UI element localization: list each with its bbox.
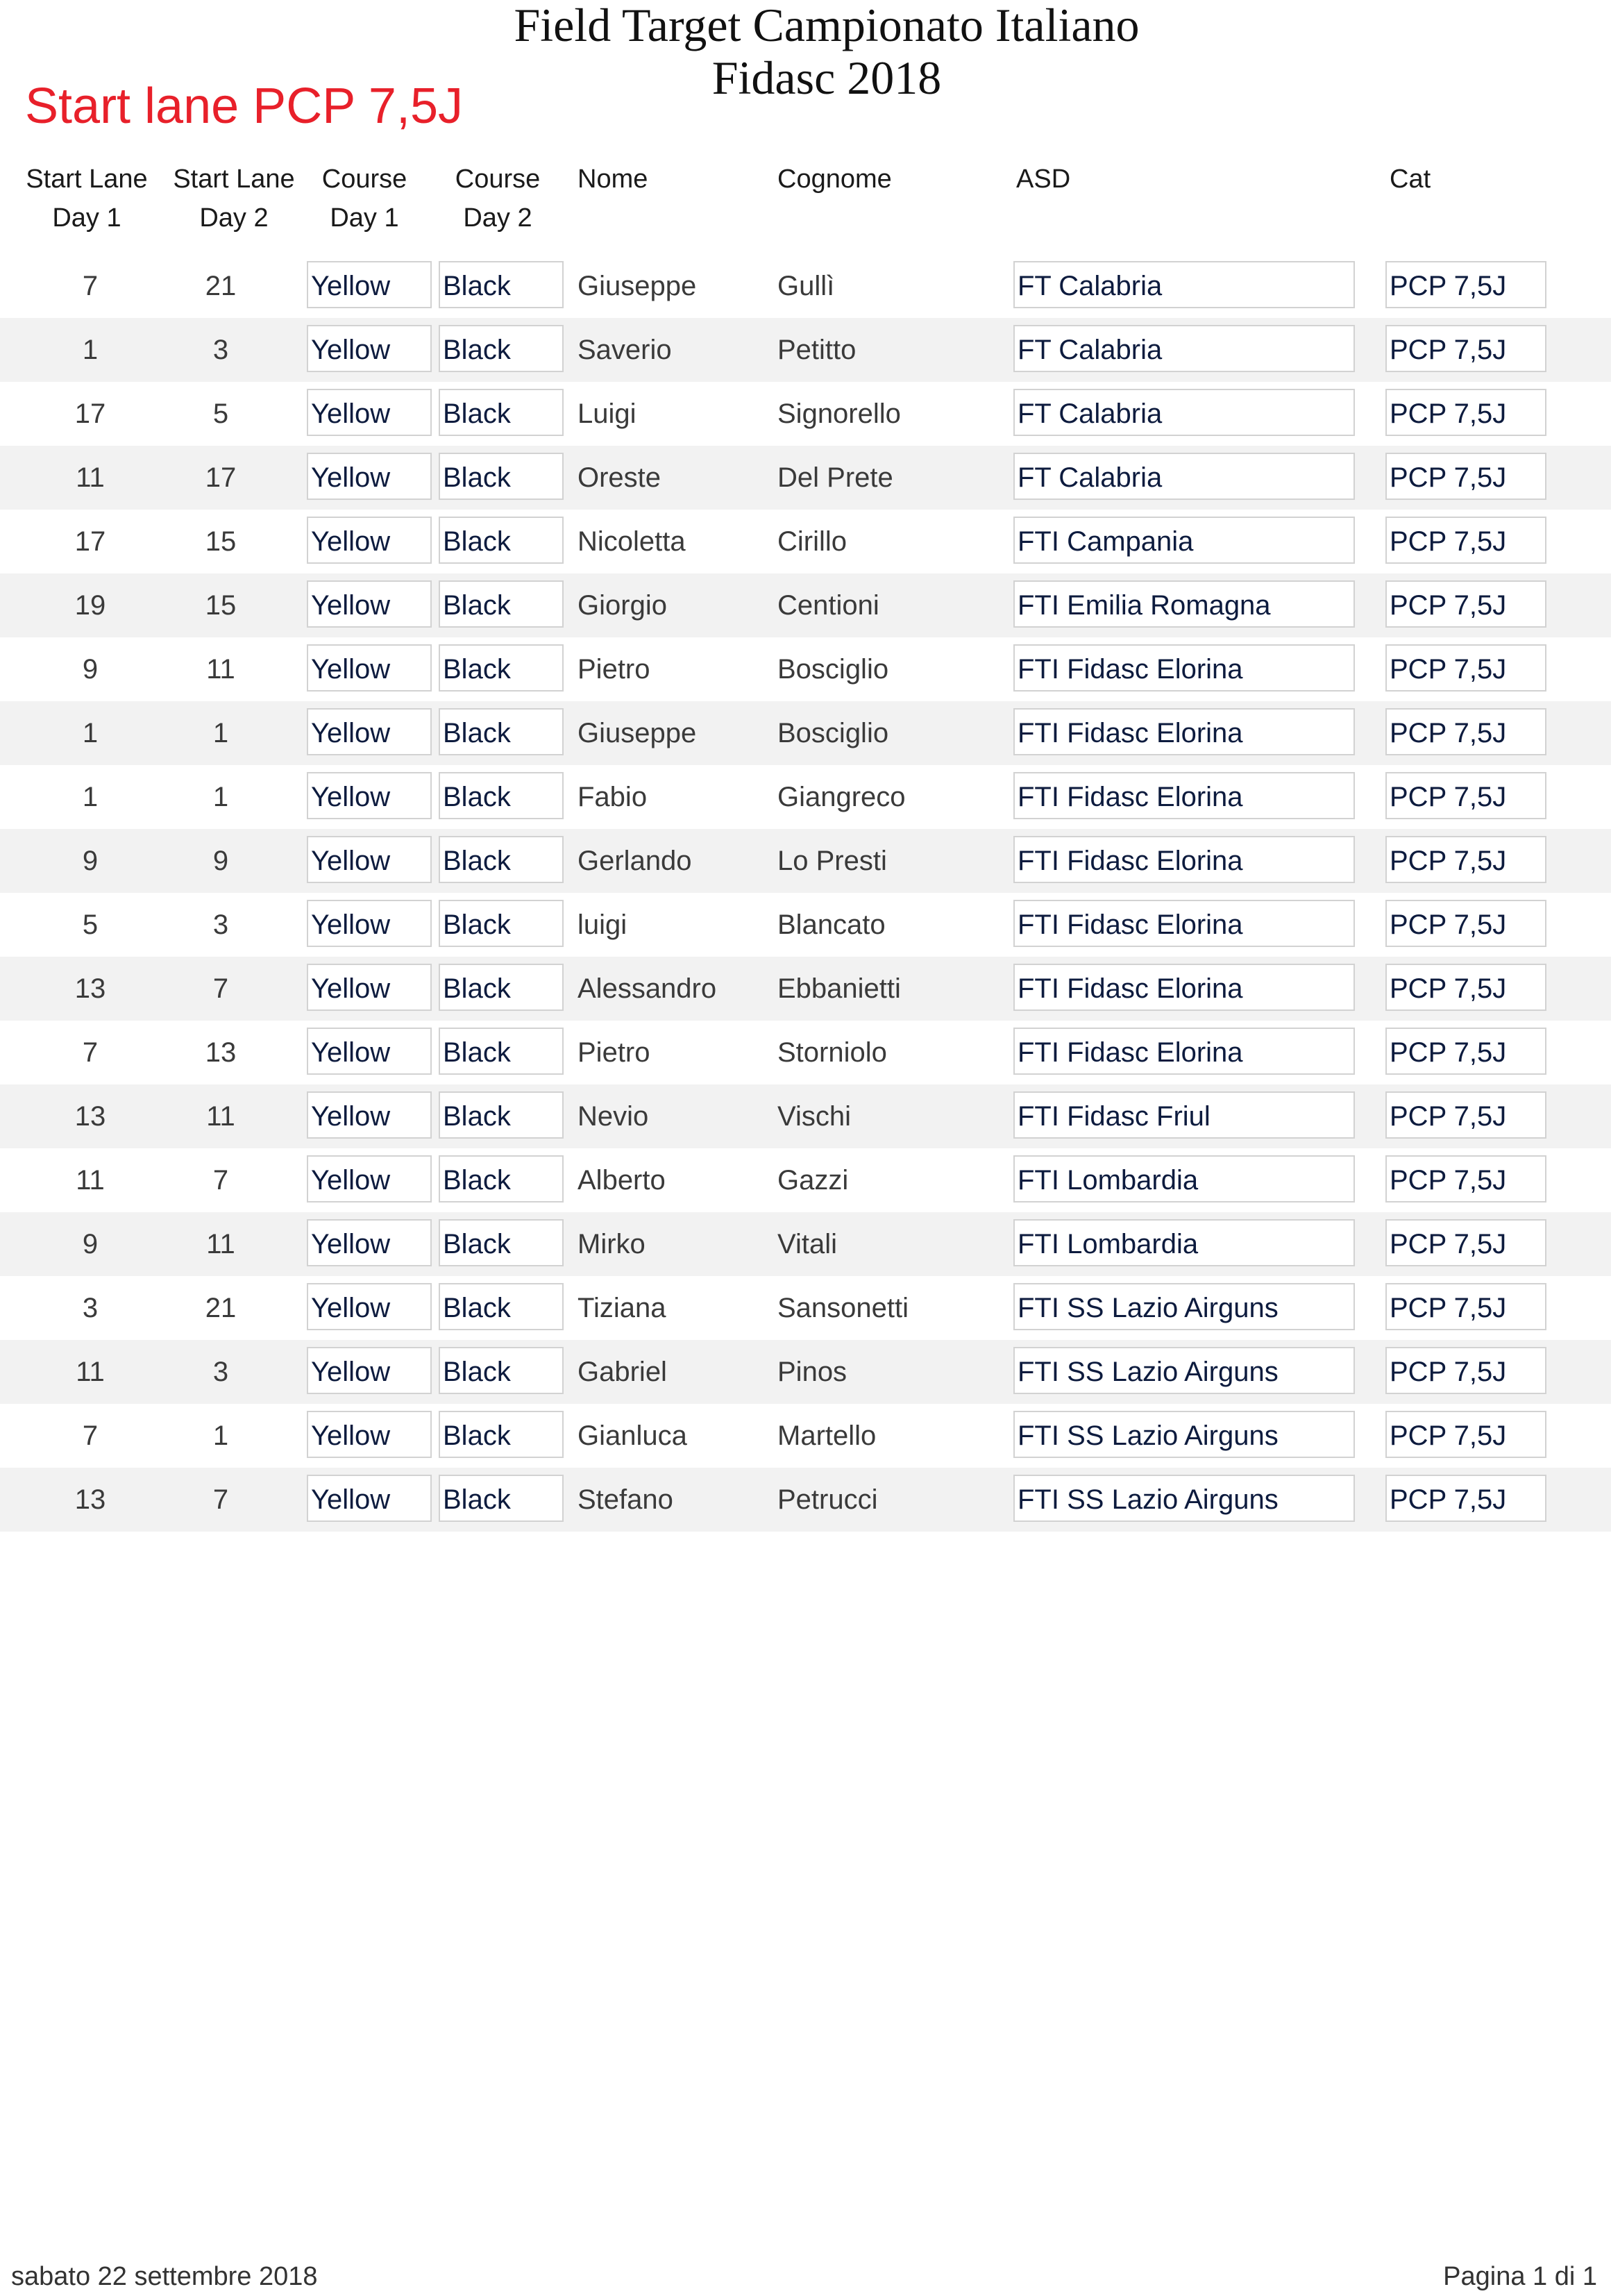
asd-cell: FT Calabria xyxy=(1013,325,1355,372)
table-row xyxy=(0,446,1611,510)
course-day1-cell: Yellow xyxy=(307,644,432,692)
column-header-start-lane-day1: Start Lane Day 1 xyxy=(26,165,148,233)
course-day1-cell: Yellow xyxy=(307,964,432,1011)
table-row xyxy=(0,1276,1611,1340)
cognome-cell: Giangreco xyxy=(777,782,906,812)
course-day1-cell: Yellow xyxy=(307,389,432,436)
course-day2-cell: Black xyxy=(439,1091,564,1139)
cat-cell: PCP 7,5J xyxy=(1385,1475,1546,1522)
column-header-course-day2: Course Day 2 xyxy=(455,165,541,233)
start-lane-day1-cell: 17 xyxy=(74,399,106,429)
cognome-cell: Centioni xyxy=(777,590,879,621)
column-header-nome: Nome xyxy=(577,165,648,194)
start-lane-day2-cell: 15 xyxy=(205,590,237,621)
column-header-cognome: Cognome xyxy=(777,165,892,194)
start-lane-day1-cell: 1 xyxy=(82,335,99,365)
nome-cell: Pietro xyxy=(577,1037,650,1068)
cat-cell: PCP 7,5J xyxy=(1385,389,1546,436)
cognome-cell: Storniolo xyxy=(777,1037,887,1068)
cat-cell: PCP 7,5J xyxy=(1385,580,1546,628)
nome-cell: Stefano xyxy=(577,1484,673,1515)
cognome-cell: Blancato xyxy=(777,910,886,940)
cat-cell: PCP 7,5J xyxy=(1385,1283,1546,1330)
nome-cell: luigi xyxy=(577,910,627,940)
start-lane-day2-cell: 21 xyxy=(205,1293,237,1323)
cognome-cell: Ebbanietti xyxy=(777,973,901,1004)
start-lane-day2-cell: 5 xyxy=(212,399,229,429)
start-lane-day2-cell: 15 xyxy=(205,526,237,557)
course-day1-cell: Yellow xyxy=(307,453,432,500)
course-day1-cell: Yellow xyxy=(307,261,432,308)
start-lane-day1-cell: 5 xyxy=(82,910,99,940)
asd-cell: FTI SS Lazio Airguns xyxy=(1013,1475,1355,1522)
start-lane-day2-cell: 9 xyxy=(212,846,229,876)
start-lane-day1-cell: 7 xyxy=(82,1421,99,1451)
start-lane-day1-cell: 9 xyxy=(82,654,99,685)
cognome-cell: Cirillo xyxy=(777,526,847,557)
course-day2-cell: Black xyxy=(439,644,564,692)
nome-cell: Giuseppe xyxy=(577,718,697,748)
nome-cell: Luigi xyxy=(577,399,636,429)
cognome-cell: Signorello xyxy=(777,399,901,429)
course-day1-cell: Yellow xyxy=(307,708,432,755)
nome-cell: Alessandro xyxy=(577,973,717,1004)
start-lane-day2-cell: 11 xyxy=(206,1229,235,1259)
start-lane-day2-cell: 17 xyxy=(205,462,237,493)
table-row xyxy=(0,1084,1611,1148)
course-day1-cell: Yellow xyxy=(307,1475,432,1522)
table-row xyxy=(0,318,1611,382)
start-lane-day1-cell: 13 xyxy=(74,1484,106,1515)
cat-cell: PCP 7,5J xyxy=(1385,1219,1546,1266)
cognome-cell: Petitto xyxy=(777,335,857,365)
cognome-cell: Del Prete xyxy=(777,462,893,493)
course-day2-cell: Black xyxy=(439,325,564,372)
page-title-year: Fidasc 2018 xyxy=(711,51,942,104)
course-day1-cell: Yellow xyxy=(307,580,432,628)
cognome-cell: Martello xyxy=(777,1421,877,1451)
column-header-asd: ASD xyxy=(1016,165,1071,194)
nome-cell: Tiziana xyxy=(577,1293,666,1323)
nome-cell: Gabriel xyxy=(577,1357,667,1387)
start-lane-day1-cell: 9 xyxy=(82,846,99,876)
cat-cell: PCP 7,5J xyxy=(1385,964,1546,1011)
course-day2-cell: Black xyxy=(439,772,564,819)
table-row xyxy=(0,957,1611,1021)
start-lane-day1-cell: 7 xyxy=(82,1037,99,1068)
asd-cell: FT Calabria xyxy=(1013,453,1355,500)
start-lane-day1-cell: 7 xyxy=(82,271,99,301)
nome-cell: Fabio xyxy=(577,782,648,812)
cognome-cell: Vitali xyxy=(777,1229,837,1259)
cognome-cell: Vischi xyxy=(777,1101,851,1132)
table-row xyxy=(0,1468,1611,1532)
cat-cell: PCP 7,5J xyxy=(1385,325,1546,372)
start-lane-day1-cell: 17 xyxy=(74,526,106,557)
nome-cell: Nevio xyxy=(577,1101,649,1132)
nome-cell: Mirko xyxy=(577,1229,646,1259)
course-day1-cell: Yellow xyxy=(307,1283,432,1330)
course-day1-cell: Yellow xyxy=(307,1411,432,1458)
column-header-course-day1: Course Day 1 xyxy=(321,165,407,233)
course-day1-cell: Yellow xyxy=(307,1028,432,1075)
start-lane-day1-cell: 11 xyxy=(76,462,105,493)
table-row xyxy=(0,382,1611,446)
nome-cell: Gianluca xyxy=(577,1421,687,1451)
nome-cell: Alberto xyxy=(577,1165,666,1196)
asd-cell: FTI SS Lazio Airguns xyxy=(1013,1411,1355,1458)
cat-cell: PCP 7,5J xyxy=(1385,1091,1546,1139)
start-lane-day2-cell: 3 xyxy=(212,910,229,940)
start-lane-day2-cell: 7 xyxy=(212,1484,229,1515)
course-day2-cell: Black xyxy=(439,261,564,308)
cat-cell: PCP 7,5J xyxy=(1385,1028,1546,1075)
course-day2-cell: Black xyxy=(439,900,564,947)
section-subtitle: Start lane PCP 7,5J xyxy=(25,78,464,134)
cat-cell: PCP 7,5J xyxy=(1385,1411,1546,1458)
course-day2-cell: Black xyxy=(439,964,564,1011)
asd-cell: FTI SS Lazio Airguns xyxy=(1013,1347,1355,1394)
column-header-cat: Cat xyxy=(1390,165,1431,194)
nome-cell: Pietro xyxy=(577,654,650,685)
nome-cell: Oreste xyxy=(577,462,661,493)
cognome-cell: Petrucci xyxy=(777,1484,878,1515)
cognome-cell: Pinos xyxy=(777,1357,847,1387)
course-day2-cell: Black xyxy=(439,708,564,755)
asd-cell: FTI Fidasc Friul xyxy=(1013,1091,1355,1139)
start-lane-day1-cell: 11 xyxy=(76,1165,105,1196)
course-day2-cell: Black xyxy=(439,836,564,883)
asd-cell: FTI Fidasc Elorina xyxy=(1013,836,1355,883)
start-lane-day2-cell: 1 xyxy=(212,782,229,812)
cognome-cell: Lo Presti xyxy=(777,846,887,876)
start-lane-day1-cell: 11 xyxy=(76,1357,105,1387)
course-day2-cell: Black xyxy=(439,389,564,436)
course-day2-cell: Black xyxy=(439,1411,564,1458)
start-lane-day1-cell: 13 xyxy=(74,1101,106,1132)
course-day1-cell: Yellow xyxy=(307,517,432,564)
start-lane-day2-cell: 1 xyxy=(212,718,229,748)
course-day2-cell: Black xyxy=(439,1347,564,1394)
nome-cell: Giorgio xyxy=(577,590,667,621)
cat-cell: PCP 7,5J xyxy=(1385,453,1546,500)
course-day1-cell: Yellow xyxy=(307,325,432,372)
asd-cell: FTI SS Lazio Airguns xyxy=(1013,1283,1355,1330)
start-lane-day2-cell: 13 xyxy=(205,1037,237,1068)
asd-cell: FTI Fidasc Elorina xyxy=(1013,772,1355,819)
course-day1-cell: Yellow xyxy=(307,1219,432,1266)
cognome-cell: Sansonetti xyxy=(777,1293,909,1323)
course-day1-cell: Yellow xyxy=(307,900,432,947)
footer-date: sabato 22 settembre 2018 xyxy=(11,2262,318,2291)
course-day2-cell: Black xyxy=(439,517,564,564)
table-row xyxy=(0,637,1611,701)
table-row xyxy=(0,1212,1611,1276)
start-lane-day2-cell: 3 xyxy=(212,335,229,365)
cognome-cell: Bosciglio xyxy=(777,654,889,685)
table-row xyxy=(0,701,1611,765)
start-lane-day2-cell: 3 xyxy=(212,1357,229,1387)
course-day2-cell: Black xyxy=(439,1028,564,1075)
course-day1-cell: Yellow xyxy=(307,772,432,819)
course-day1-cell: Yellow xyxy=(307,836,432,883)
footer-page-number: Pagina 1 di 1 xyxy=(1443,2262,1597,2291)
table-row xyxy=(0,510,1611,573)
start-lane-day2-cell: 21 xyxy=(205,271,237,301)
asd-cell: FTI Fidasc Elorina xyxy=(1013,708,1355,755)
start-lane-day2-cell: 7 xyxy=(212,973,229,1004)
course-day1-cell: Yellow xyxy=(307,1091,432,1139)
asd-cell: FTI Fidasc Elorina xyxy=(1013,1028,1355,1075)
asd-cell: FTI Emilia Romagna xyxy=(1013,580,1355,628)
page-title: Field Target Campionato Italiano xyxy=(514,0,1140,51)
course-day2-cell: Black xyxy=(439,1219,564,1266)
course-day1-cell: Yellow xyxy=(307,1155,432,1203)
cognome-cell: Bosciglio xyxy=(777,718,889,748)
table-row xyxy=(0,1021,1611,1084)
asd-cell: FT Calabria xyxy=(1013,261,1355,308)
cat-cell: PCP 7,5J xyxy=(1385,900,1546,947)
asd-cell: FTI Lombardia xyxy=(1013,1155,1355,1203)
table-row xyxy=(0,1340,1611,1404)
asd-cell: FTI Fidasc Elorina xyxy=(1013,900,1355,947)
start-lane-day1-cell: 13 xyxy=(74,973,106,1004)
table-row xyxy=(0,829,1611,893)
nome-cell: Nicoletta xyxy=(577,526,686,557)
course-day2-cell: Black xyxy=(439,1475,564,1522)
start-lane-day1-cell: 1 xyxy=(82,718,99,748)
cat-cell: PCP 7,5J xyxy=(1385,1347,1546,1394)
cat-cell: PCP 7,5J xyxy=(1385,517,1546,564)
table-row xyxy=(0,254,1611,318)
course-day2-cell: Black xyxy=(439,1155,564,1203)
asd-cell: FTI Campania xyxy=(1013,517,1355,564)
cognome-cell: Gazzi xyxy=(777,1165,849,1196)
asd-cell: FTI Lombardia xyxy=(1013,1219,1355,1266)
cat-cell: PCP 7,5J xyxy=(1385,644,1546,692)
table-row xyxy=(0,573,1611,637)
course-day1-cell: Yellow xyxy=(307,1347,432,1394)
cat-cell: PCP 7,5J xyxy=(1385,261,1546,308)
course-day2-cell: Black xyxy=(439,580,564,628)
start-lane-day1-cell: 9 xyxy=(82,1229,99,1259)
start-lane-day1-cell: 3 xyxy=(82,1293,99,1323)
start-lane-day2-cell: 11 xyxy=(206,1101,235,1132)
nome-cell: Saverio xyxy=(577,335,672,365)
start-lane-day2-cell: 7 xyxy=(212,1165,229,1196)
table-row xyxy=(0,765,1611,829)
cat-cell: PCP 7,5J xyxy=(1385,708,1546,755)
nome-cell: Giuseppe xyxy=(577,271,697,301)
cat-cell: PCP 7,5J xyxy=(1385,1155,1546,1203)
table-row xyxy=(0,1404,1611,1468)
column-header-start-lane-day2: Start Lane Day 2 xyxy=(173,165,295,233)
table-row xyxy=(0,893,1611,957)
cognome-cell: Gullì xyxy=(777,271,835,301)
asd-cell: FTI Fidasc Elorina xyxy=(1013,964,1355,1011)
start-lane-day2-cell: 1 xyxy=(212,1421,229,1451)
table-row xyxy=(0,1148,1611,1212)
start-lane-day1-cell: 19 xyxy=(74,590,106,621)
start-lane-table xyxy=(0,254,1611,1532)
course-day2-cell: Black xyxy=(439,1283,564,1330)
cat-cell: PCP 7,5J xyxy=(1385,836,1546,883)
asd-cell: FT Calabria xyxy=(1013,389,1355,436)
start-lane-day1-cell: 1 xyxy=(82,782,99,812)
start-lane-day2-cell: 11 xyxy=(206,654,235,685)
course-day2-cell: Black xyxy=(439,453,564,500)
nome-cell: Gerlando xyxy=(577,846,692,876)
cat-cell: PCP 7,5J xyxy=(1385,772,1546,819)
asd-cell: FTI Fidasc Elorina xyxy=(1013,644,1355,692)
